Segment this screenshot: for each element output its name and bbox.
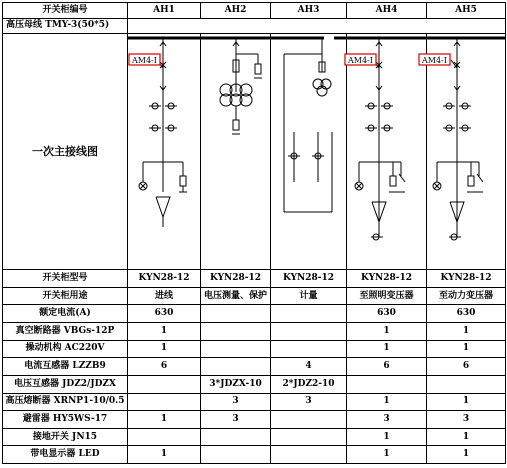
surge-arrester-icon: [390, 176, 396, 186]
surge-arrester-icon: [180, 176, 186, 186]
relay-tag-ah4: [345, 54, 376, 65]
row-value: 1: [427, 393, 506, 411]
row-value: 1: [347, 323, 427, 341]
row-label: 开关柜型号: [3, 270, 128, 288]
feeder-ah2: [220, 39, 262, 134]
row-value: 3: [347, 411, 427, 429]
spec-row: [3, 323, 506, 341]
feeder-ah5: [433, 39, 483, 240]
spec-row: [3, 375, 506, 393]
svg-text:AM4-I: AM4-I: [348, 56, 373, 65]
row-label: 带电显示器 LED: [3, 446, 128, 464]
row-value: [271, 305, 347, 323]
row-value: [201, 446, 271, 464]
row-value: 1: [128, 411, 201, 429]
row-label: 操动机构 AC220V: [3, 340, 128, 358]
row-value: 6: [347, 358, 427, 376]
row-label: 电压互感器 JDZ2/JDZX: [3, 375, 128, 393]
feeder-ah1: [139, 39, 187, 227]
row-value: 2*JDZ2-10: [271, 375, 347, 393]
row-value: 3: [201, 411, 271, 429]
row-value: 3: [427, 411, 506, 429]
row-value: 1: [427, 446, 506, 464]
header-row: [3, 3, 506, 19]
row-value: 630: [128, 305, 201, 323]
row-value: 1: [427, 428, 506, 446]
spec-row: [3, 340, 506, 358]
cabinet-id-ah5: AH5: [427, 3, 506, 19]
feeder-ah4: [355, 39, 405, 240]
surge-arrester-icon: [255, 64, 261, 74]
spec-row: [3, 411, 506, 429]
row-value: [201, 428, 271, 446]
spec-row: [3, 358, 506, 376]
cabinet-id-ah4: AH4: [347, 3, 427, 19]
row-label: 开关柜用途: [3, 287, 128, 305]
row-value: 至照明变压器: [347, 287, 427, 305]
cabinet-id-ah2: AH2: [201, 3, 271, 19]
row-label: 避雷器 HY5WS-17: [3, 411, 128, 429]
cable-terminal-icon: [156, 197, 170, 217]
row-value: 3*JDZX-10: [201, 375, 271, 393]
row-value: [128, 375, 201, 393]
feeder-ah3: [284, 38, 332, 212]
row-value: [271, 411, 347, 429]
row-value: KYN28-12: [427, 270, 506, 288]
earthing-switch-icon: [477, 174, 483, 182]
row-value: 630: [347, 305, 427, 323]
spec-row: [3, 305, 506, 323]
row-value: 至动力变压器: [427, 287, 506, 305]
row-value: 1: [128, 323, 201, 341]
row-value: 1: [347, 340, 427, 358]
row-value: 4: [271, 358, 347, 376]
row-value: [271, 340, 347, 358]
row-value: [201, 340, 271, 358]
single-line-diagram: [127, 32, 505, 277]
row-value: 电压测量、保护: [201, 287, 271, 305]
row-value: KYN28-12: [347, 270, 427, 288]
row-value: 3: [201, 393, 271, 411]
diagram-label: 一次主接线图: [3, 34, 128, 270]
row-label: 电流互感器 LZZB9: [3, 358, 128, 376]
row-value: 1: [347, 446, 427, 464]
row-value: 3: [271, 393, 347, 411]
row-value: [271, 428, 347, 446]
surge-arrester-icon: [468, 176, 474, 186]
row-value: 计量: [271, 287, 347, 305]
row-label: 额定电流(A): [3, 305, 128, 323]
cabinet-id-ah3: AH3: [271, 3, 347, 19]
row-value: 1: [128, 340, 201, 358]
row-value: KYN28-12: [271, 270, 347, 288]
row-value: [427, 375, 506, 393]
row-value: 进线: [128, 287, 201, 305]
relay-tag-ah1: [129, 54, 160, 65]
row-value: KYN28-12: [201, 270, 271, 288]
spec-row: [3, 287, 506, 305]
current-transformer-icon: [443, 90, 471, 237]
row-value: 1: [347, 393, 427, 411]
current-transformer-icon: [288, 132, 324, 182]
row-label: 真空断路器 VBGs-12P: [3, 323, 128, 341]
header-label: 开关柜编号: [3, 3, 128, 19]
row-value: KYN28-12: [128, 270, 201, 288]
voltage-transformer-icon: [313, 79, 331, 96]
row-value: 1: [427, 323, 506, 341]
row-label: 高压熔断器 XRNP1-10/0.5: [3, 393, 128, 411]
spec-row: [3, 446, 506, 464]
row-value: 630: [427, 305, 506, 323]
row-value: [201, 305, 271, 323]
cabinet-id-ah1: AH1: [128, 3, 201, 19]
row-value: 1: [128, 446, 201, 464]
current-transformer-icon: [365, 90, 393, 237]
row-value: [201, 323, 271, 341]
row-value: [128, 393, 201, 411]
row-value: [271, 446, 347, 464]
earthing-switch-icon: [399, 174, 405, 182]
row-value: [128, 428, 201, 446]
spec-row: [3, 393, 506, 411]
row-value: 6: [128, 358, 201, 376]
svg-text:AM4-I: AM4-I: [422, 56, 447, 65]
spec-row: [3, 428, 506, 446]
relay-tag-ah5: [419, 54, 450, 65]
current-transformer-icon: [149, 90, 177, 192]
row-value: [201, 358, 271, 376]
svg-text:AM4-I: AM4-I: [132, 56, 157, 65]
row-label: 接地开关 JN15: [3, 428, 128, 446]
row-value: 1: [347, 428, 427, 446]
row-value: [271, 323, 347, 341]
row-value: 1: [427, 340, 506, 358]
row-value: [347, 375, 427, 393]
row-value: 6: [427, 358, 506, 376]
bus-label: 高压母线 TMY-3(50*5): [3, 18, 128, 34]
